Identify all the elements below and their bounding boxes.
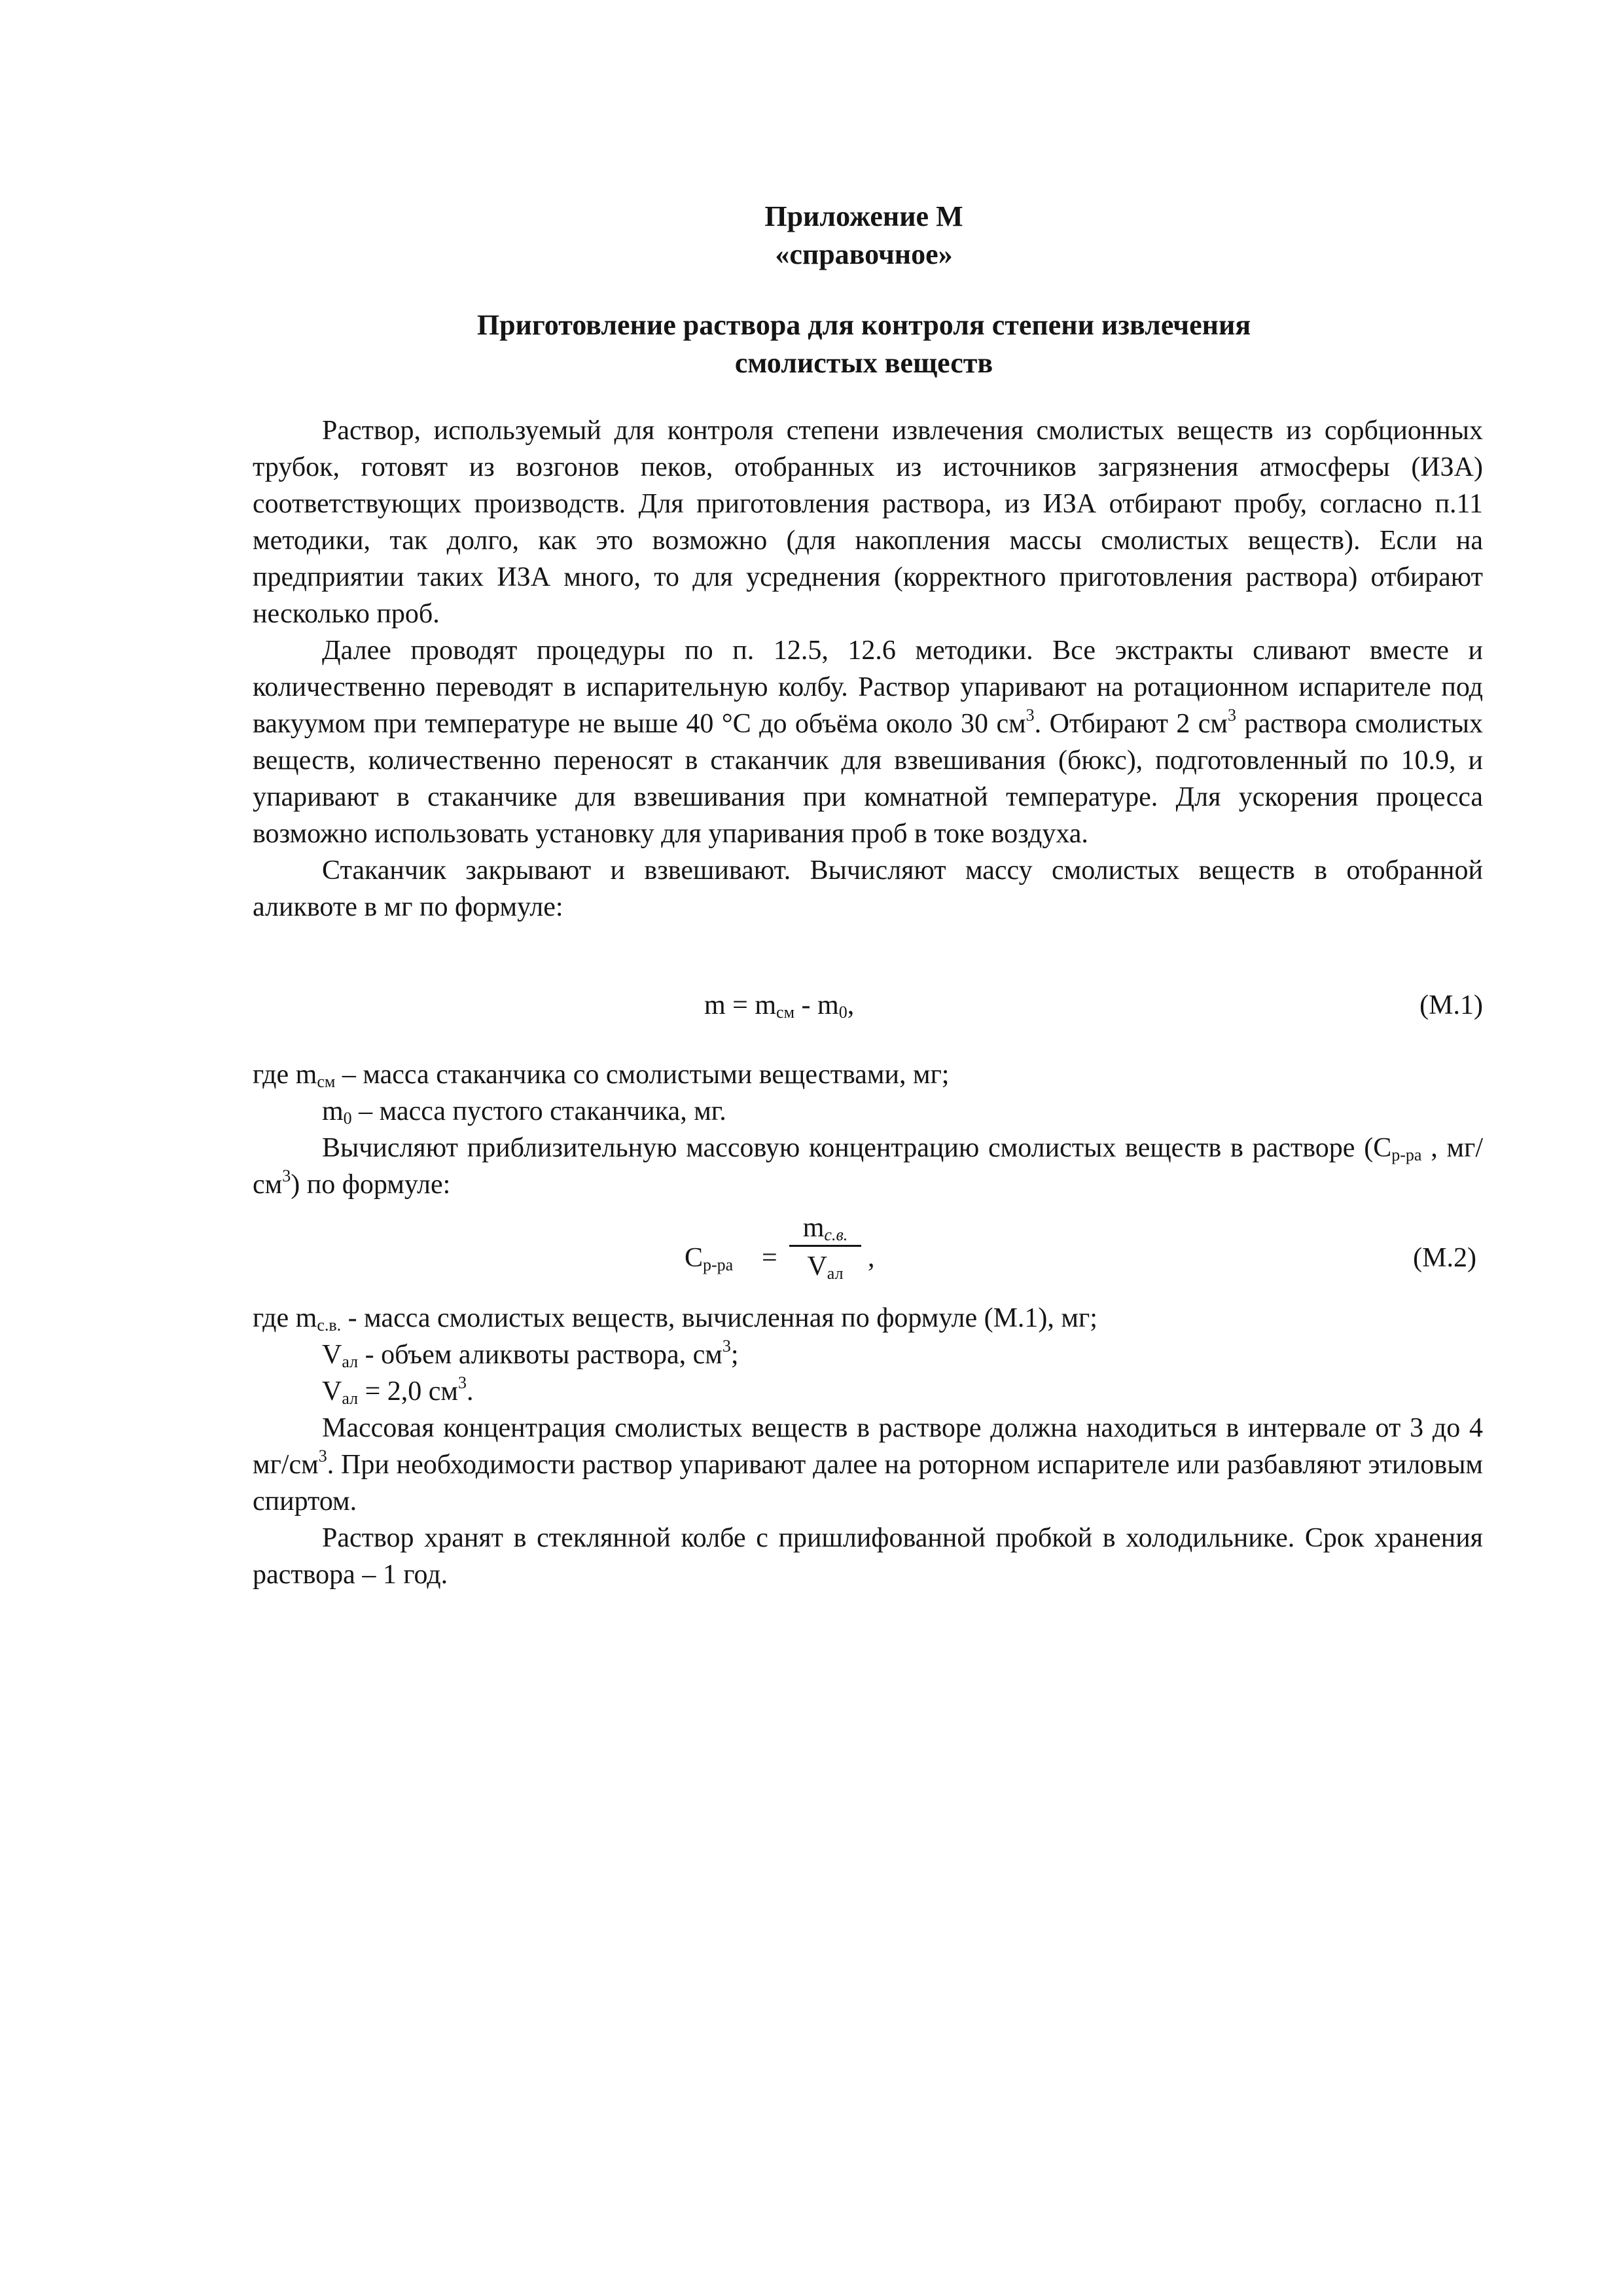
formula-m2-equals: =	[762, 1243, 777, 1273]
paragraph-4: Вычисляют приблизительную массовую концентрацию смолистых веществ в растворе ($C_{р-ра}$ , $мг/см^3$) по формуле:	[253, 1133, 1483, 1200]
formula-m2-fraction	[789, 1211, 861, 1283]
where-v-al: $V_{ал}$ - объем аликвоты раствора, $см^3$;	[322, 1336, 739, 1371]
appendix-heading: Приложение М	[764, 200, 963, 232]
body-text-block-3	[253, 1300, 1483, 1593]
body-text-block-2	[253, 1056, 1483, 1203]
paragraph-2-part-b: . Отбирают 2 см	[1034, 709, 1228, 739]
paragraph-2	[253, 632, 1483, 852]
paragraph-3: Стаканчик закрывают и взвешивают. Вычисляют массу смолистых веществ в отобранной аликвоте в мг по формуле:	[253, 855, 1483, 922]
where-m-sv: где $m_{с.в.}$ - масса смолистых веществ, вычисленная по формуле (М.1), мг;	[253, 1303, 1097, 1335]
formula-m1-row	[253, 987, 1483, 1033]
paragraph-5: Массовая концентрация смолистых веществ в растворе должна находиться в интервале от 3 до 4 $мг/см^3$. При необходимости раствор упаривают далее на роторном испарителе или разбавляют этиловым спиртом.	[253, 1413, 1483, 1516]
where-m-cm: где $m_{см}$ – масса стаканчика со смолистыми веществами, мг;	[253, 1060, 950, 1091]
formula-m1-number: (М.1)	[1419, 990, 1483, 1020]
superscript-cube: 3	[1228, 706, 1237, 725]
body-text-block-1	[253, 412, 1483, 925]
paragraph-6: Раствор хранят в стеклянной колбе с пришлифованной пробкой в холодильнике. Срок хранения раствора – 1 год.	[253, 1523, 1483, 1590]
paragraph-2-part-c: раствора смолистых веществ, количественно переносят в стаканчик для взвешивания (бюкс), подготовленный по 10.9, и упаривают в стаканчике для взвешивания при комнатной температуре. Для ускорения процесса возможно использовать установку для упаривания проб в токе воздуха.	[253, 709, 1483, 849]
section-title-line1: Приготовление раствора для контроля степени извлечения	[476, 309, 1251, 341]
superscript-cube: 3	[1026, 706, 1035, 725]
formula-m2-number: (М.2)	[1413, 1243, 1476, 1273]
formula-m1: $m = m_{см} - m_0$,	[704, 990, 855, 1022]
v-al-value: $V_{ал} = 2,0$ $см^3$.	[322, 1373, 474, 1408]
paragraph-2-part-a: Далее проводят процедуры по п. 12.5, 12.6 методики. Все экстракты сливают вместе и количественно переводят в испарительную колбу. Раствор упаривают на ротационном испарителе под вакуумом при температуре не выше 40 °С до объёма около 30 см	[253, 636, 1483, 739]
appendix-status: «справочное»	[775, 238, 953, 270]
formula-m2-row	[253, 1211, 1483, 1309]
formula-m2-lhs: $C_{р-ра}$	[685, 1243, 734, 1274]
where-m-0: $m_0$ – масса пустого стаканчика, мг.	[322, 1096, 726, 1128]
fraction-denominator: $V_{ал}$	[807, 1251, 844, 1283]
paragraph-1: Раствор, используемый для контроля степени извлечения смолистых веществ из сорбционных трубок, готовят из возгонов пеков, отобранных из источников загрязнения атмосферы (ИЗА) соответствующих производств. Для приготовления раствора, из ИЗА отбирают пробу, согласно п.11 методики, так долго, как это возможно (для накопления массы смолистых веществ). Если на предприятии таких ИЗА много, то для усреднения (корректного приготовления раствора) отбирают несколько проб.	[253, 416, 1483, 629]
section-title-line2: смолистых веществ	[734, 347, 993, 379]
formula-m2-comma: ,	[868, 1243, 875, 1273]
fraction-numerator: $m_{с.в.}$	[802, 1213, 848, 1244]
